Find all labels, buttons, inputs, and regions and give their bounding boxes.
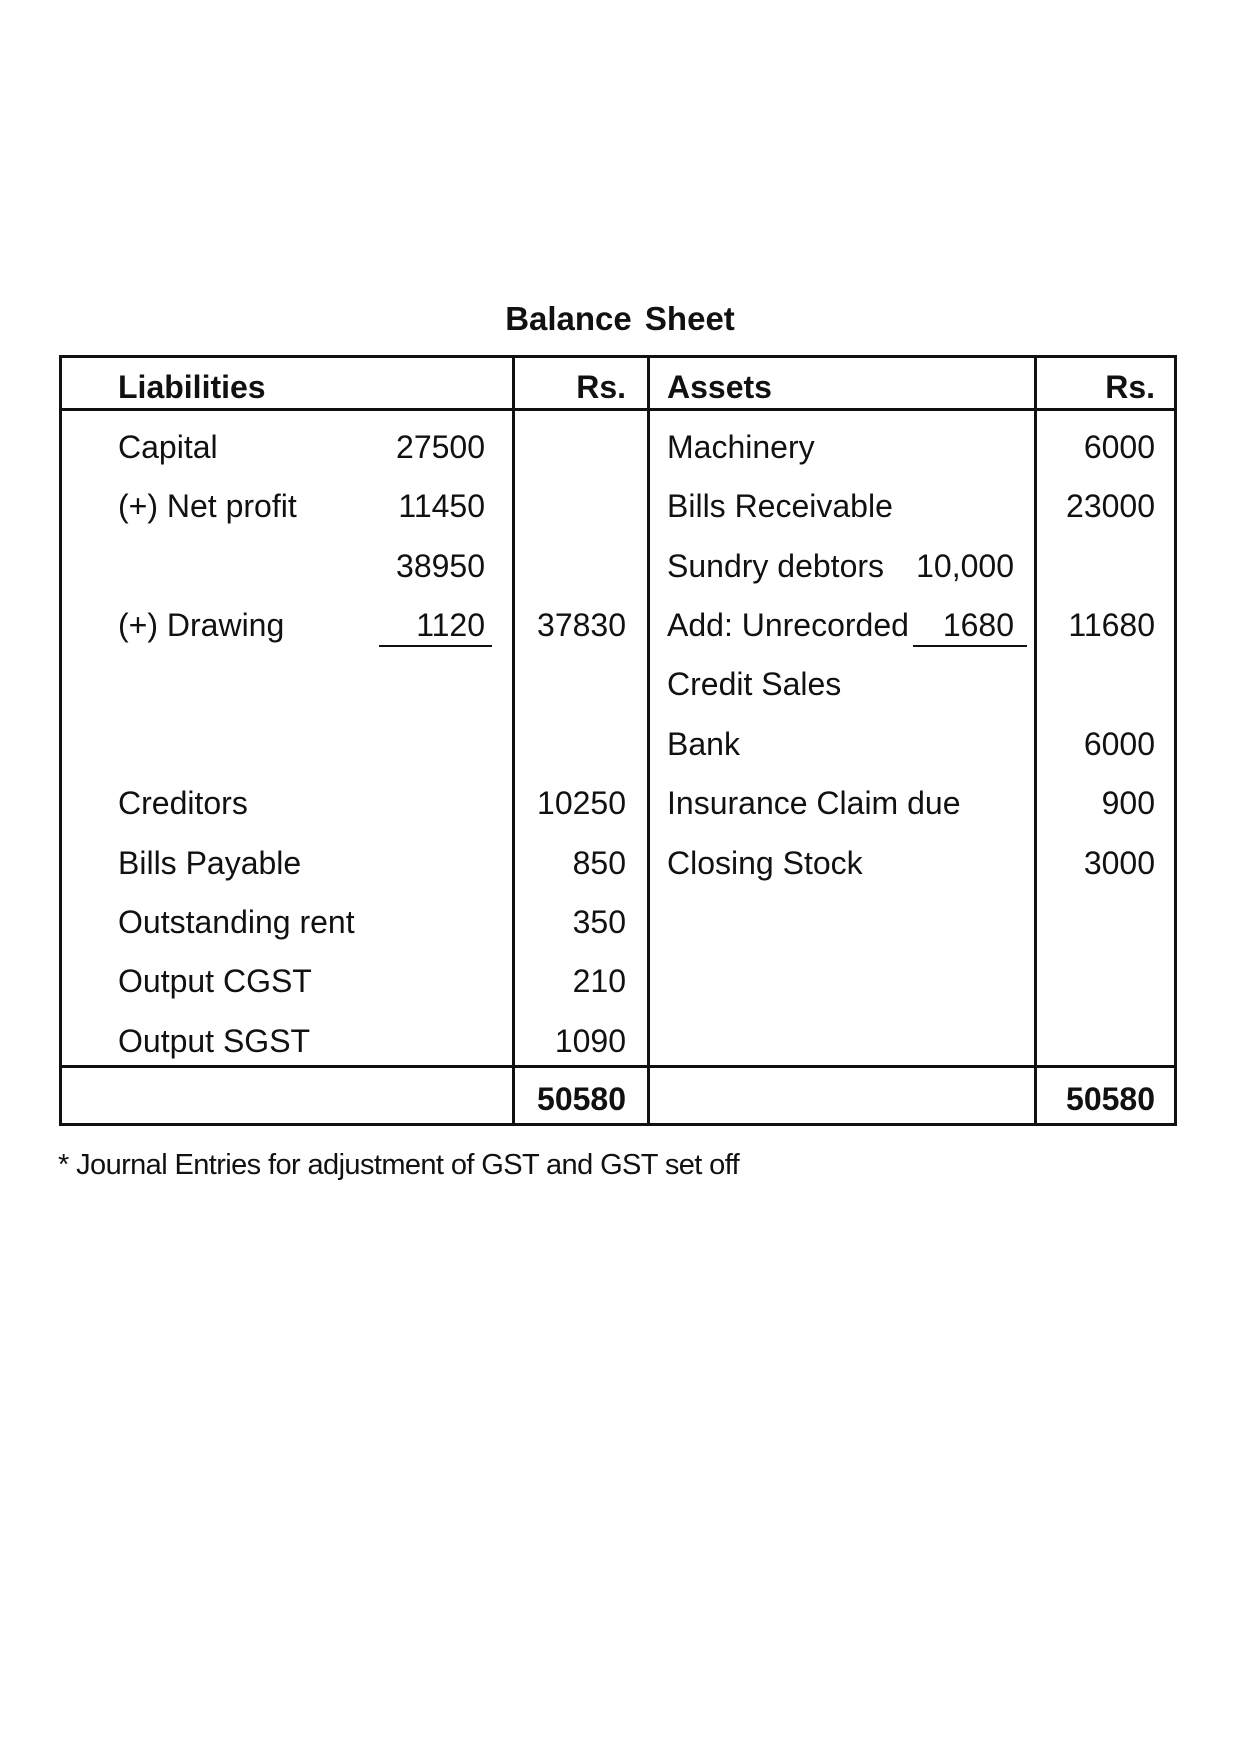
header-divider <box>62 408 1174 411</box>
liability-label: Bills Payable <box>118 845 302 881</box>
asset-sub-amount: 10,000 <box>916 548 1014 584</box>
header-rs-right: Rs. <box>1105 369 1155 405</box>
assets-total: 50580 <box>1066 1081 1155 1117</box>
subtotal-underline <box>379 645 492 647</box>
liability-label: Output SGST <box>118 1023 311 1059</box>
liability-label: Creditors <box>118 785 248 821</box>
column-divider <box>1034 358 1037 1123</box>
liability-amount: 350 <box>572 904 626 940</box>
header-liabilities: Liabilities <box>118 369 266 405</box>
asset-amount: 23000 <box>1066 488 1155 524</box>
asset-label: Bank <box>667 726 740 762</box>
liability-label: (+) Net profit <box>118 488 297 524</box>
subtotal-underline <box>913 645 1027 647</box>
liability-amount: 210 <box>572 963 626 999</box>
asset-label: Sundry debtors <box>667 548 885 584</box>
liability-amount: 850 <box>572 845 626 881</box>
liability-label: Output CGST <box>118 963 312 999</box>
asset-label: Bills Receivable <box>667 488 893 524</box>
footnote: * Journal Entries for adjustment of GST and GST set off <box>58 1149 740 1181</box>
asset-amount: 6000 <box>1083 726 1155 762</box>
header-assets: Assets <box>667 369 772 405</box>
asset-amount: 11680 <box>1068 607 1155 643</box>
asset-label: Add: Unrecorded <box>667 607 909 643</box>
column-divider <box>647 358 650 1123</box>
liability-label: Capital <box>118 429 218 465</box>
liability-sub-amount: 11450 <box>398 488 485 524</box>
liability-label: Outstanding rent <box>118 904 355 940</box>
liability-sub-amount: 27500 <box>396 429 485 465</box>
asset-label: Insurance Claim due <box>667 785 961 821</box>
liabilities-total: 50580 <box>537 1081 626 1117</box>
asset-sub-amount: 1680 <box>942 607 1014 643</box>
balance-sheet-table <box>59 355 1177 1126</box>
header-rs-left: Rs. <box>576 369 626 405</box>
total-divider <box>62 1065 1174 1068</box>
asset-amount: 3000 <box>1083 845 1155 881</box>
liability-amount: 37830 <box>537 607 626 643</box>
liability-sub-amount: 1120 <box>416 607 485 643</box>
asset-label: Credit Sales <box>667 666 842 702</box>
asset-amount: 900 <box>1101 785 1155 821</box>
liability-label: (+) Drawing <box>118 607 285 643</box>
column-divider <box>512 358 515 1123</box>
liability-amount: 1090 <box>554 1023 626 1059</box>
page-title: Balance Sheet <box>505 300 735 337</box>
asset-amount: 6000 <box>1083 429 1155 465</box>
asset-label: Closing Stock <box>667 845 863 881</box>
liability-subtotal: 38950 <box>396 548 485 584</box>
liability-amount: 10250 <box>537 785 626 821</box>
asset-label: Machinery <box>667 429 815 465</box>
